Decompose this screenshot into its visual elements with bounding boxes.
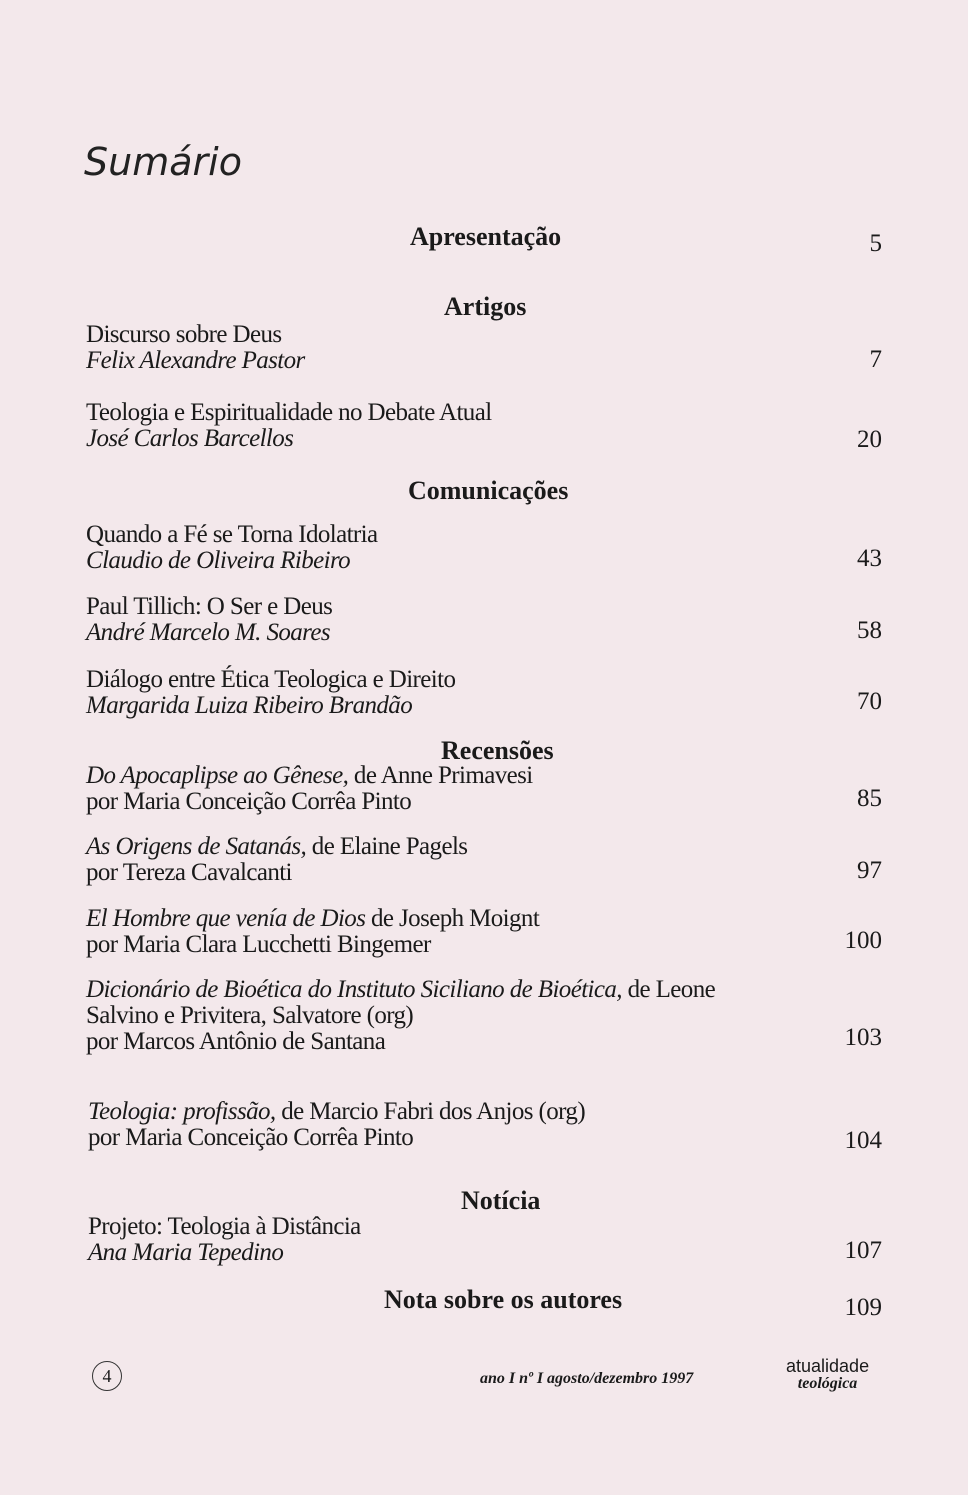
entry-reviewer: por Marcos Antônio de Santana [86,1028,386,1055]
toc-entry [86,667,455,719]
page-number: 104 [844,1127,882,1154]
section-apresentacao: Apresentação [410,222,562,251]
entry-title: Quando a Fé se Torna Idolatria [86,521,378,548]
toc-entry [86,594,332,646]
entry-title: Do Apocaplipse ao Gênese, [86,762,349,789]
footer-issue: ano I nº I agosto/dezembro 1997 [480,1370,694,1387]
section-recensoes: Recensões [441,736,554,765]
entry-title: As Origens de Satanás, [86,833,307,860]
toc-entry [88,1214,361,1266]
entry-title: Projeto: Teologia à Distância [88,1213,361,1240]
entry-reviewer: por Maria Conceição Corrêa Pinto [88,1124,414,1151]
toc-entry [86,834,467,886]
page-number: 43 [857,545,882,572]
journal-logo [786,1358,869,1392]
page-number-apresentacao: 5 [869,230,882,257]
toc-entry [86,400,492,452]
section-artigos: Artigos [444,292,527,321]
entry-reviewer: por Tereza Cavalcanti [86,859,292,886]
entry-book-author: de Elaine Pagels [306,833,468,860]
section-comunicacoes: Comunicações [408,476,569,505]
entry-subline: Salvino e Privitera, Salvatore (org) [86,1002,414,1029]
page-number: 7 [869,346,882,373]
entry-title: Paul Tillich: O Ser e Deus [86,593,333,620]
entry-title: Teologia: profissão, [88,1098,276,1125]
entry-book-author: de Leone [621,976,716,1003]
entry-reviewer: por Maria Conceição Corrêa Pinto [86,788,412,815]
entry-title: El Hombre que venía de Dios [86,905,366,932]
page-number: 100 [844,927,882,954]
entry-author: André Marcelo M. Soares [86,619,331,646]
entry-author: Margarida Luiza Ribeiro Brandão [86,692,413,719]
entry-book-author: de Anne Primavesi [348,762,533,789]
entry-author: José Carlos Barcellos [86,425,294,452]
entry-title: Teologia e Espiritualidade no Debate Atual [86,399,492,426]
entry-title: Diálogo entre Ética Teologica e Direito [86,666,456,693]
toc-entry [86,322,305,374]
page-title: Sumário [84,140,242,184]
page-number: 58 [857,617,882,644]
toc-entry [86,522,378,574]
page-number: 97 [857,857,882,884]
page-number: 70 [857,688,882,715]
entry-title: Dicionário de Bioética do Instituto Siciliano de Bioética, [86,976,622,1003]
entry-book-author: de Marcio Fabri dos Anjos (org) [275,1098,586,1125]
entry-author: Claudio de Oliveira Ribeiro [86,547,351,574]
toc-entry [86,906,539,958]
entry-reviewer: por Maria Clara Lucchetti Bingemer [86,931,431,958]
page-number: 103 [844,1024,882,1051]
footer-page-number: 4 [92,1361,122,1391]
toc-entry [86,763,533,815]
page-number: 85 [857,785,882,812]
logo-line1: atualidade [786,1356,870,1376]
section-noticia: Notícia [461,1186,541,1215]
page-number-nota: 109 [844,1294,882,1321]
page-number: 107 [844,1237,882,1264]
entry-author: Ana Maria Tepedino [88,1239,284,1266]
entry-title: Discurso sobre Deus [86,321,282,348]
entry-book-author: de Joseph Moignt [365,905,540,932]
logo-line2: teológica [797,1375,858,1392]
page-number: 20 [857,426,882,453]
toc-entry [86,977,715,1055]
section-nota-autores: Nota sobre os autores [384,1285,623,1314]
toc-entry [88,1099,585,1151]
entry-author: Felix Alexandre Pastor [86,347,305,374]
